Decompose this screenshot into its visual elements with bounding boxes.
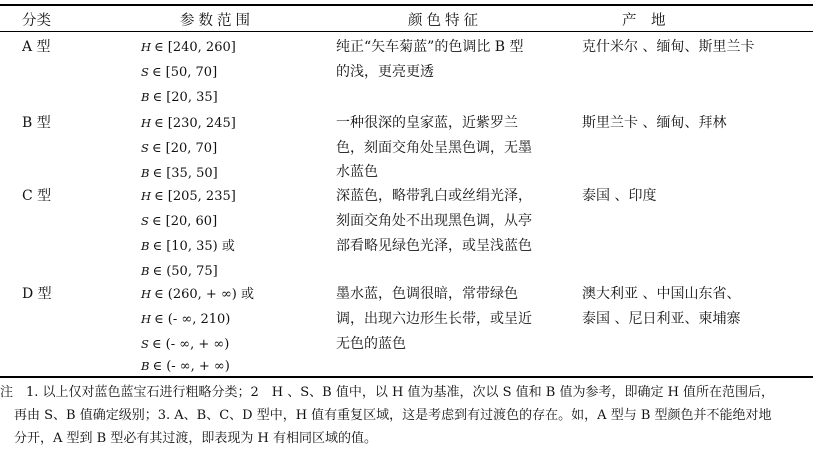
range-line: B ∈ [10, 35) 或	[141, 239, 235, 254]
table-bottom-rule	[0, 376, 813, 378]
type-cell: D 型	[22, 286, 52, 302]
type-cell: A 型	[22, 39, 51, 55]
range-line: B ∈ [20, 35]	[141, 90, 218, 105]
color-line: 无色的蓝色	[336, 336, 406, 352]
color-line: 纯正“矢车菊蓝”的色调比 B 型	[336, 39, 524, 55]
range-line: S ∈ (- ∞, + ∞)	[141, 337, 230, 352]
note-line: 分开，A 型到 B 型必有其过渡，即表现为 H 有相同区域的值。	[14, 431, 377, 446]
color-line: 刻面交角处不出现黑色调，从亭	[336, 213, 532, 229]
color-line: 色，刻面交角处呈黑色调，无墨	[336, 140, 532, 156]
range-line: S ∈ [20, 60]	[141, 214, 218, 229]
range-line: B ∈ [35, 50]	[141, 166, 218, 181]
table-notes	[0, 381, 822, 450]
color-line: 调，出现六边形生长带，或呈近	[336, 311, 532, 327]
range-line: B ∈ (50, 75]	[141, 264, 218, 279]
range-line: H ∈ [240, 260]	[141, 40, 236, 55]
note-line: 再由 S、B 值确定级别；3. A、B、C、D 型中，H 值有重复区域，这是考虑到有过渡色的存在。如，A 型与 B 型颜色并不能绝对地	[14, 408, 772, 423]
table-top-rule	[0, 4, 813, 6]
header-rule	[0, 31, 813, 32]
origin-line: 泰国 、印度	[582, 188, 657, 204]
header-range: 参数范围	[180, 13, 254, 29]
color-line: 的浅，更亮更透	[336, 64, 434, 80]
type-cell: B 型	[22, 115, 51, 131]
color-line: 一种很深的皇家蓝，近紫罗兰	[336, 115, 518, 131]
type-cell: C 型	[22, 188, 52, 204]
range-line: B ∈ (- ∞, + ∞)	[141, 359, 230, 374]
color-line: 墨水蓝，色调很暗，常带绿色	[336, 286, 518, 302]
origin-line: 澳大利亚 、中国山东省、	[582, 286, 741, 302]
origin-line: 克什米尔 、缅甸、斯里兰卡	[582, 39, 755, 55]
note-line: 注 1. 以上仅对蓝色蓝宝石进行粗略分类；2 H 、S、B 值中，以 H 值为基准，次以 S 值和 B 值为参考，即确定 H 值所在范围后，	[0, 385, 775, 400]
origin-line: 斯里兰卡 、缅甸、拜林	[582, 115, 727, 131]
header-color: 颜色特征	[408, 13, 482, 29]
header-origin: 产 地	[622, 13, 666, 29]
origin-line: 泰国 、尼日利亚、柬埔寨	[582, 311, 741, 327]
range-line: H ∈ (260, + ∞) 或	[141, 287, 254, 302]
header-type: 分类	[22, 13, 51, 29]
range-line: S ∈ [20, 70]	[141, 141, 218, 156]
color-line: 部看略见绿色光泽，或呈浅蓝色	[336, 238, 532, 254]
color-line: 深蓝色，略带乳白或丝绢光泽，	[336, 188, 532, 204]
range-line: H ∈ [205, 235]	[141, 189, 236, 204]
color-line: 水蓝色	[336, 164, 378, 180]
range-line: H ∈ (- ∞, 210)	[141, 312, 231, 327]
range-line: S ∈ [50, 70]	[141, 65, 218, 80]
range-line: H ∈ [230, 245]	[141, 116, 236, 131]
